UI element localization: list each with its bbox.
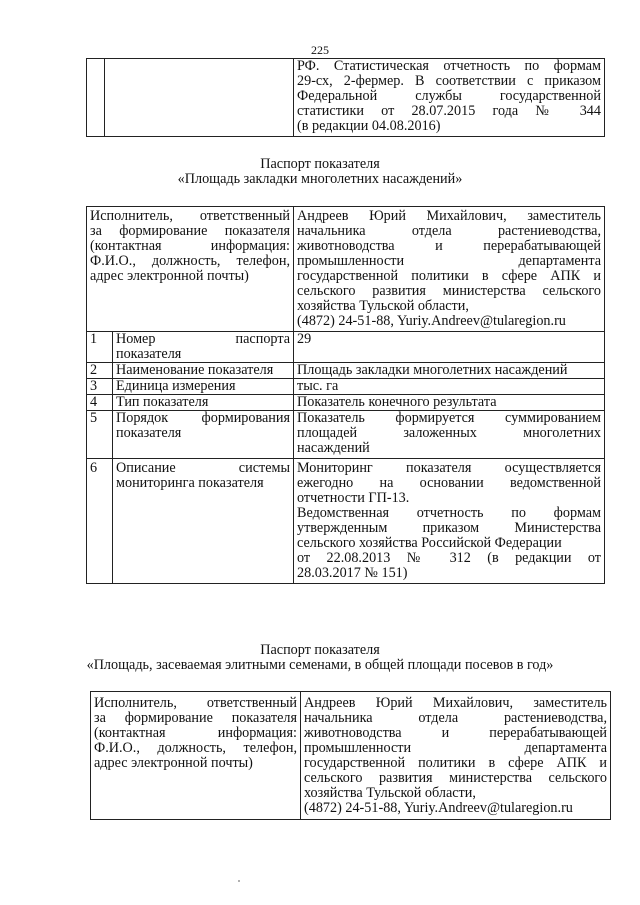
text-line: отчетности ГП-13.: [297, 490, 410, 506]
text-line: ежегодно на основании ведомственной: [297, 475, 601, 491]
executor-value-cell: [294, 207, 605, 332]
email-line: (4872) 24-51-88, Yuriy.Andreev@tularegion.ru: [304, 800, 573, 816]
text-line: за формирование показателя: [94, 710, 297, 726]
executor-row: [91, 692, 611, 820]
continuation-label-cell: [105, 59, 294, 137]
text-line: хозяйства Тульской области,: [297, 298, 469, 314]
row-label: [113, 332, 294, 363]
passport2-table: [90, 691, 611, 820]
text-line: Единица измерения: [116, 378, 236, 394]
text-line: Порядок формирования: [116, 410, 290, 426]
text-line: государственной политики в сфере АПК и: [304, 755, 607, 771]
text-line: начальника отдела растениеводства,: [297, 223, 601, 239]
text-line: показателя: [116, 425, 182, 441]
text-line: Показатель конечного результата: [297, 394, 497, 410]
text-line: РФ. Статистическая отчетность по формам: [297, 58, 601, 74]
text-line: показателя: [116, 346, 182, 362]
table-row: [87, 332, 605, 363]
text-line: сельского развития министерства сельского: [297, 283, 601, 299]
scan-speck: [238, 880, 240, 882]
continuation-table: [86, 58, 605, 137]
text-line: Показатель формируется суммированием: [297, 410, 601, 426]
text-line: утвержденным приказом Министерства: [297, 520, 601, 536]
text-line: Номер паспорта: [116, 331, 290, 347]
row-num: 1: [87, 332, 113, 363]
text-line: государственной политики в сфере АПК и: [297, 268, 601, 284]
row-value: [294, 459, 605, 584]
table-row: [87, 459, 605, 584]
text-line: Андреев Юрий Михайлович, заместитель: [304, 695, 607, 711]
row-value: [294, 395, 605, 411]
text-line: Андреев Юрий Михайлович, заместитель: [297, 208, 601, 224]
text-line: промышленности департамента: [304, 740, 607, 756]
text-line: начальника отдела растениеводства,: [304, 710, 607, 726]
text-line: сельского хозяйства Российской Федерации: [297, 535, 562, 551]
passport1-title-line2: «Площадь закладки многолетних насаждений»: [177, 171, 463, 187]
email-line: (4872) 24-51-88, Yuriy.Andreev@tularegion.ru: [297, 313, 566, 329]
row-value: [294, 363, 605, 379]
passport1-title: [0, 157, 640, 187]
page-number: 225: [311, 43, 329, 57]
text-line: площадей заложенных многолетних: [297, 425, 601, 441]
passport2-title-line2: «Площадь, засеваемая элитными семенами, в общей площади посевов в год»: [86, 657, 554, 673]
text-line: (контактная информация:: [90, 238, 290, 254]
text-line: статистики от 28.07.2015 года № 344: [297, 103, 601, 119]
executor-label-cell: [87, 207, 294, 332]
row-num: 5: [87, 411, 113, 459]
passport1-title-line1: Паспорт показателя: [260, 156, 380, 172]
row-num: 2: [87, 363, 113, 379]
text-line: 29-сх, 2-фермер. В соответствии с приказом: [297, 73, 601, 89]
executor-row: [87, 207, 605, 332]
text-line: Ф.И.О., должность, телефон,: [90, 253, 290, 269]
text-line: Ведомственная отчетность по формам: [297, 505, 601, 521]
passport1-table: [86, 206, 605, 584]
text-line: адрес электронной почты): [94, 755, 253, 771]
text-line: 29: [297, 331, 312, 347]
text-line: Мониторинг показателя осуществляется: [297, 460, 601, 476]
row-num: 6: [87, 459, 113, 584]
row-label: [113, 379, 294, 395]
text-line: за формирование показателя: [90, 223, 290, 239]
text-line: Тип показателя: [116, 394, 209, 410]
row-value: [294, 332, 605, 363]
row-label: [113, 395, 294, 411]
passport2-title-line1: Паспорт показателя: [260, 642, 380, 658]
text-line: Федеральной службы государственной: [297, 88, 601, 104]
text-line: промышленности департамента: [297, 253, 601, 269]
row-value: [294, 411, 605, 459]
text-line: тыс. га: [297, 378, 339, 394]
text-line: (контактная информация:: [94, 725, 297, 741]
text-line: животноводства и перерабатывающей: [297, 238, 601, 254]
text-line: (в редакции 04.08.2016): [297, 118, 441, 134]
text-line: мониторинга показателя: [116, 475, 264, 491]
text-line: 28.03.2017 № 151): [297, 565, 408, 581]
table-row: [87, 411, 605, 459]
text-line: Исполнитель, ответственный: [90, 208, 290, 224]
table-row: [87, 363, 605, 379]
text-line: сельского развития министерства сельского: [304, 770, 607, 786]
executor-value-cell: [301, 692, 611, 820]
text-line: насаждений: [297, 440, 370, 456]
continuation-value-cell: [294, 59, 605, 137]
row-num: 4: [87, 395, 113, 411]
text-line: Ф.И.О., должность, телефон,: [94, 740, 297, 756]
text-line: Площадь закладки многолетних насаждений: [297, 362, 568, 378]
continuation-num-cell: [87, 59, 105, 137]
text-line: от 22.08.2013 № 312 (в редакции от: [297, 550, 601, 566]
text-line: Наименование показателя: [116, 362, 274, 378]
row-label: [113, 459, 294, 584]
text-line: животноводства и перерабатывающей: [304, 725, 607, 741]
row-value: [294, 379, 605, 395]
row-label: [113, 363, 294, 379]
text-line: Описание системы: [116, 460, 290, 476]
table-row: [87, 395, 605, 411]
passport2-title: [0, 643, 640, 673]
text-line: Исполнитель, ответственный: [94, 695, 297, 711]
row-label: [113, 411, 294, 459]
text-line: адрес электронной почты): [90, 268, 249, 284]
text-line: хозяйства Тульской области,: [304, 785, 476, 801]
row-num: 3: [87, 379, 113, 395]
table-row: [87, 379, 605, 395]
executor-label-cell: [91, 692, 301, 820]
